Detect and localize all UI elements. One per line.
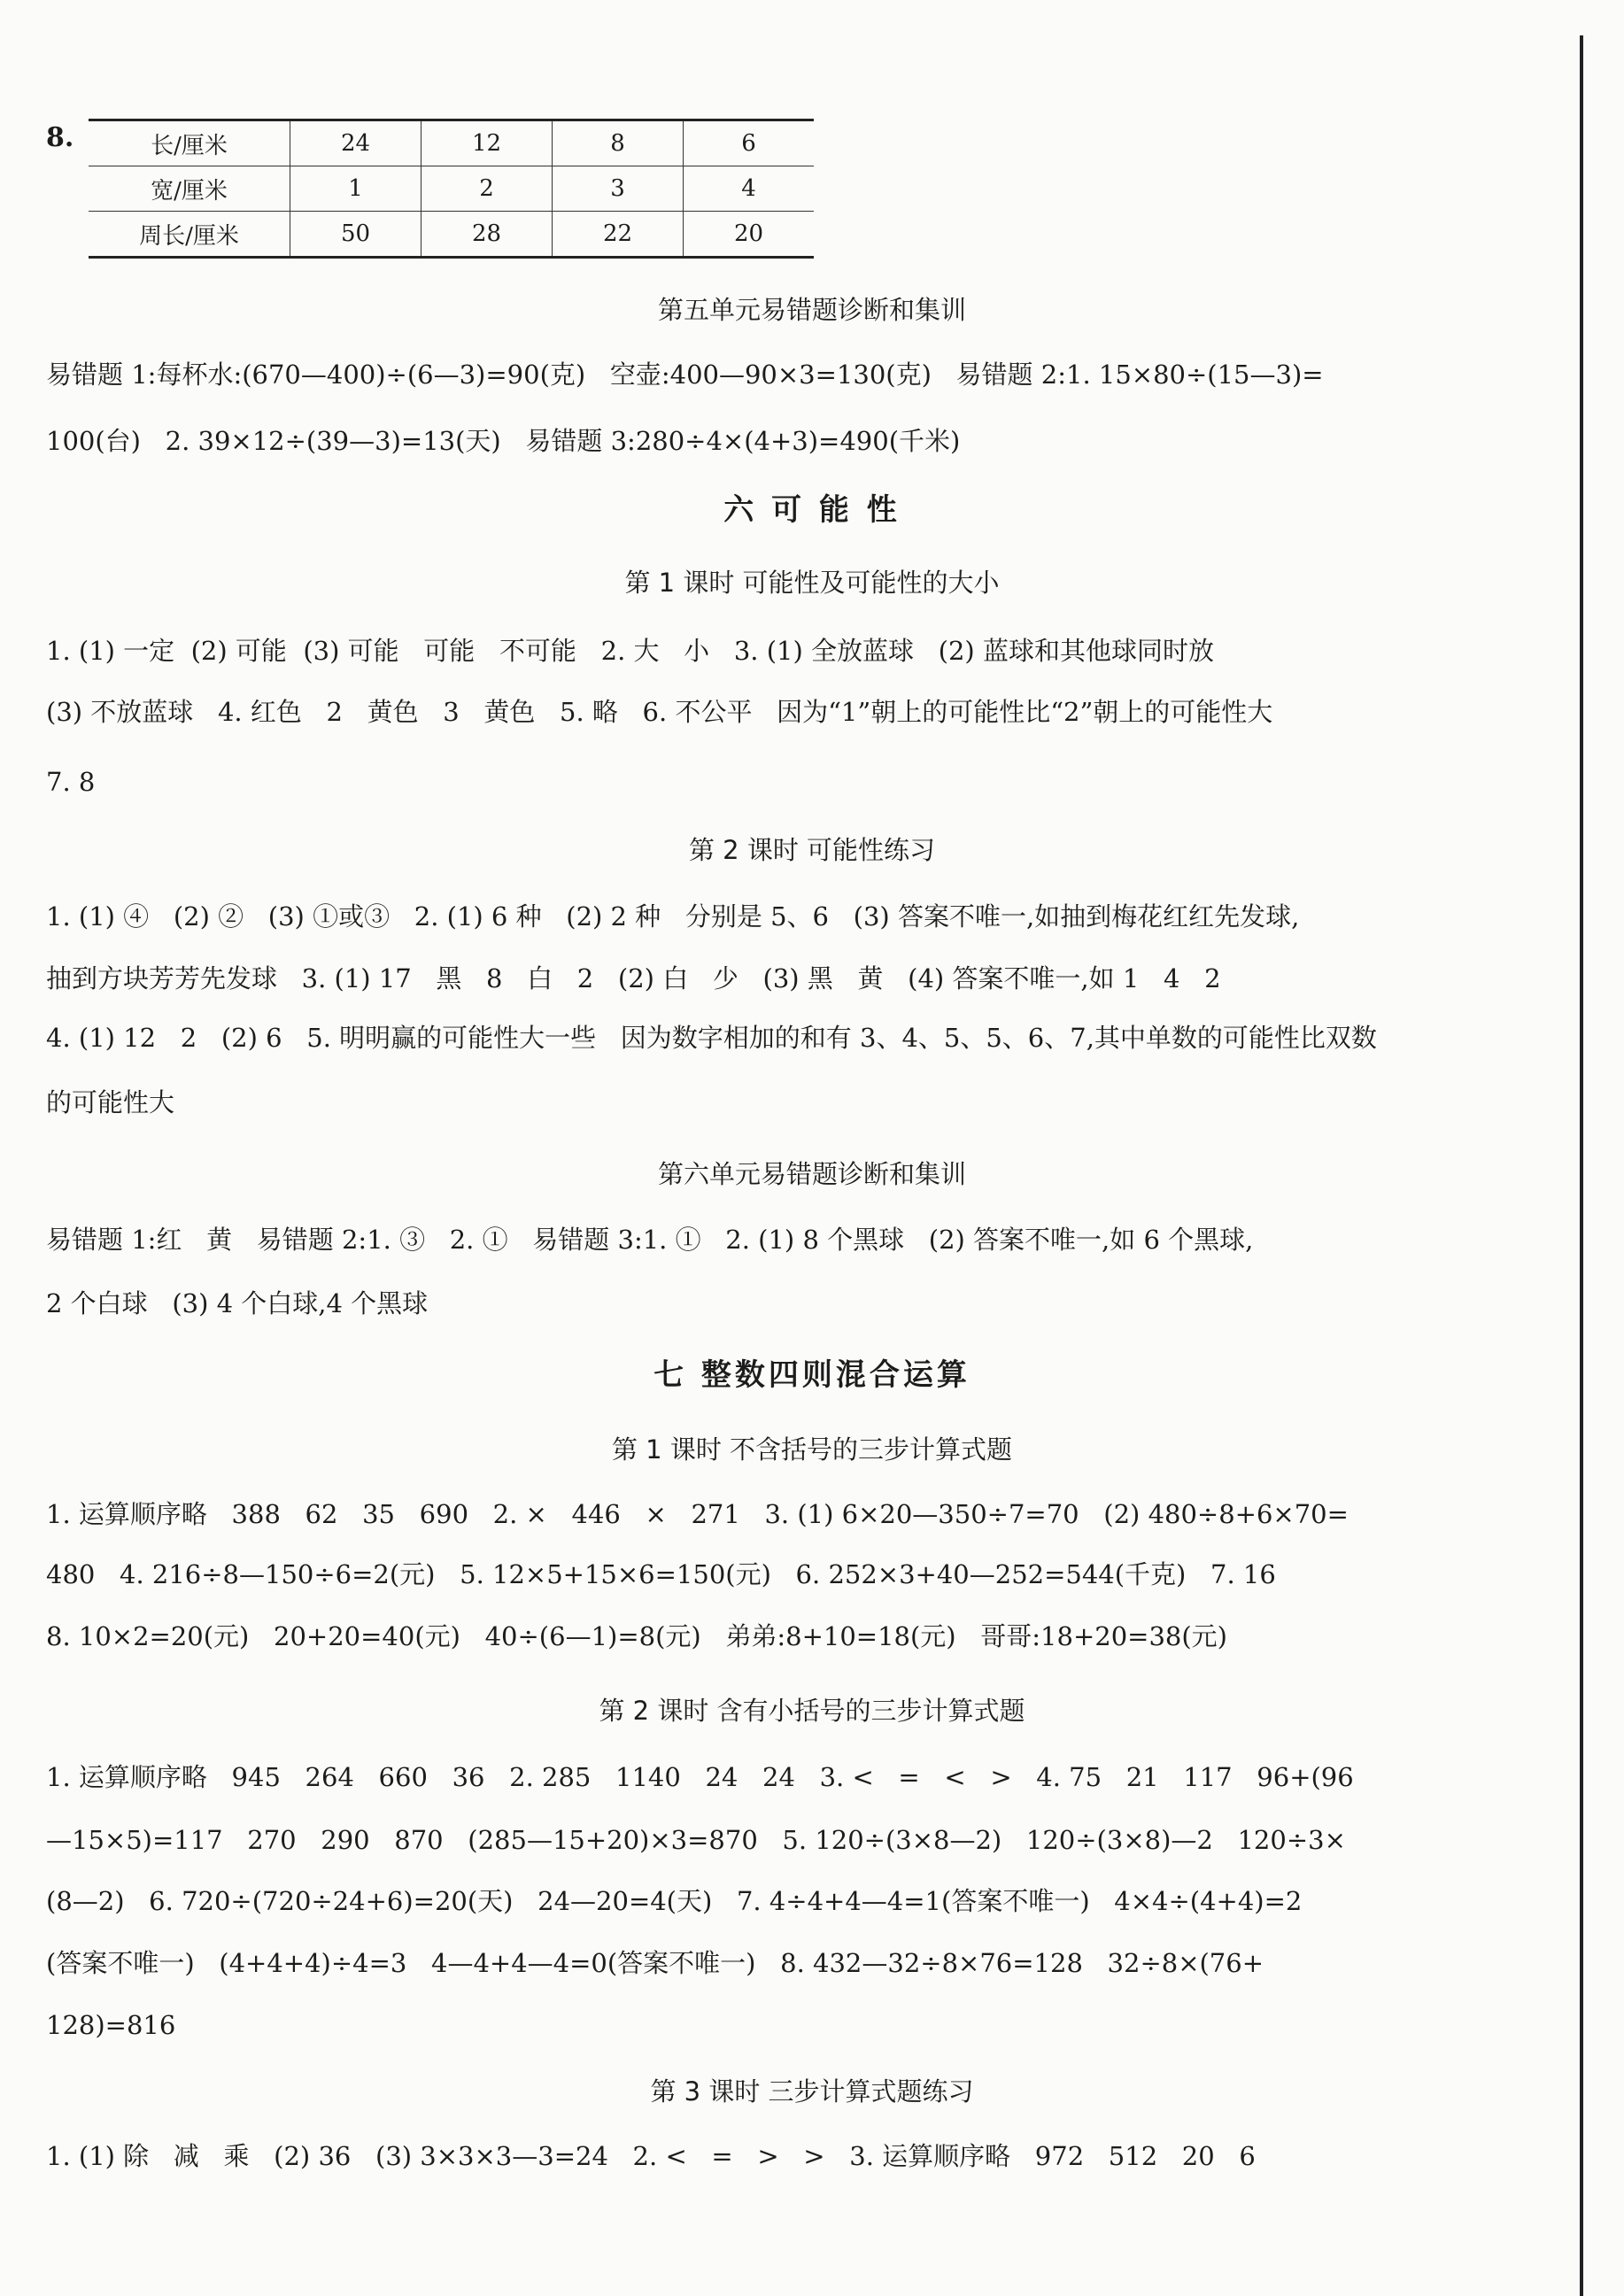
lesson-title: 第 2 课时 含有小括号的三步计算式题 [599,1696,1025,1726]
lesson-title: 第 1 课时 不含括号的三步计算式题 [611,1434,1013,1465]
table-row [89,120,814,166]
row-header: 长/厘米 [89,120,290,166]
cell: 4 [684,166,815,212]
cell: 12 [421,120,553,166]
answer-line: 1. (1) 一定 (2) 可能 (3) 可能 可能 不可能 2. 大 小 3. (1) 全放蓝球 (2) 蓝球和其他球同时放 [46,636,1214,666]
cell: 8 [553,120,684,166]
cell: 2 [421,166,553,212]
row-header: 宽/厘米 [89,166,290,212]
lesson-title: 第 2 课时 可能性练习 [688,835,936,865]
cell: 3 [553,166,684,212]
answer-line: 8. 10×2=20(元) 20+20=40(元) 40÷(6—1)=8(元) 弟弟:8+10=18(元) 哥哥:18+20=38(元) [46,1621,1227,1651]
unit-title: 七 整数四则混合运算 [653,1357,971,1393]
answer-line: (3) 不放蓝球 4. 红色 2 黄色 3 黄色 5. 略 6. 不公平 因为“1”朝上的可能性比“2”朝上的可能性大 [46,697,1273,727]
answer-line: 1. (1) 除 减 乘 (2) 36 (3) 3×3×3—3=24 2. < = > > 3. 运算顺序略 972 512 20 6 [46,2141,1256,2171]
answer-line: 抽到方块芳芳先发球 3. (1) 17 黑 8 白 2 (2) 白 少 (3) 黑 黄 (4) 答案不唯一,如 1 4 2 [46,963,1221,993]
cell: 22 [553,212,684,258]
table-row [89,166,814,212]
cell: 6 [684,120,815,166]
lesson-title: 第 3 课时 三步计算式题练习 [650,2076,974,2107]
answer-line: 128)=816 [46,2010,176,2040]
answer-line: 1. (1) ④ (2) ② (3) ①或③ 2. (1) 6 种 (2) 2 种 分别是 5、6 (3) 答案不唯一,如抽到梅花红红先发球, [46,901,1300,932]
table-row [89,212,814,258]
section-title: 第六单元易错题诊断和集训 [657,1159,966,1189]
answer-line: —15×5)=117 270 290 870 (285—15+20)×3=870 5. 120÷(3×8—2) 120÷(3×8)—2 120÷3× [46,1825,1346,1855]
cell: 1 [290,166,421,212]
answer-line: 7. 8 [46,767,96,797]
answer-line: 1. 运算顺序略 388 62 35 690 2. × 446 × 271 3. (1) 6×20—350÷7=70 (2) 480÷8+6×70= [46,1499,1349,1529]
cell: 28 [421,212,553,258]
answer-line: 100(台) 2. 39×12÷(39—3)=13(天) 易错题 3:280÷4×(4+3)=490(千米) [46,426,961,456]
answer-line: 易错题 1:每杯水:(670—400)÷(6—3)=90(克) 空壶:400—90×3=130(克) 易错题 2:1. 15×80÷(15—3)= [46,359,1324,390]
dimension-table [89,119,814,259]
lesson-title: 第 1 课时 可能性及可能性的大小 [624,568,1000,598]
answer-line: 480 4. 216÷8—150÷6=2(元) 5. 12×5+15×6=150(元) 6. 252×3+40—252=544(千克) 7. 16 [46,1559,1276,1589]
answer-line: 的可能性大 [46,1087,175,1117]
section-title: 第五单元易错题诊断和集训 [657,295,966,325]
answer-line: 2 个白球 (3) 4 个白球,4 个黑球 [46,1288,429,1318]
answer-line: (答案不唯一) (4+4+4)÷4=3 4—4+4—4=0(答案不唯一) 8. 432—32÷8×76=128 32÷8×(76+ [46,1948,1264,1978]
cell: 20 [684,212,815,258]
answer-line: (8—2) 6. 720÷(720÷24+6)=20(天) 24—20=4(天) 7. 4÷4+4—4=1(答案不唯一) 4×4÷(4+4)=2 [46,1886,1303,1916]
row-header: 周长/厘米 [89,212,290,258]
answer-line: 易错题 1:红 黄 易错题 2:1. ③ 2. ① 易错题 3:1. ① 2. (1) 8 个黑球 (2) 答案不唯一,如 6 个黑球, [46,1225,1254,1255]
answer-line: 1. 运算顺序略 945 264 660 36 2. 285 1140 24 24 3. < = < > 4. 75 21 117 96+(96 [46,1762,1354,1792]
item-label: 8. [46,122,74,153]
answer-line: 4. (1) 12 2 (2) 6 5. 明明赢的可能性大一些 因为数字相加的和有 3、4、5、5、6、7,其中单数的可能性比双数 [46,1023,1377,1053]
unit-title: 六 可 能 性 [723,492,901,528]
cell: 50 [290,212,421,258]
cell: 24 [290,120,421,166]
